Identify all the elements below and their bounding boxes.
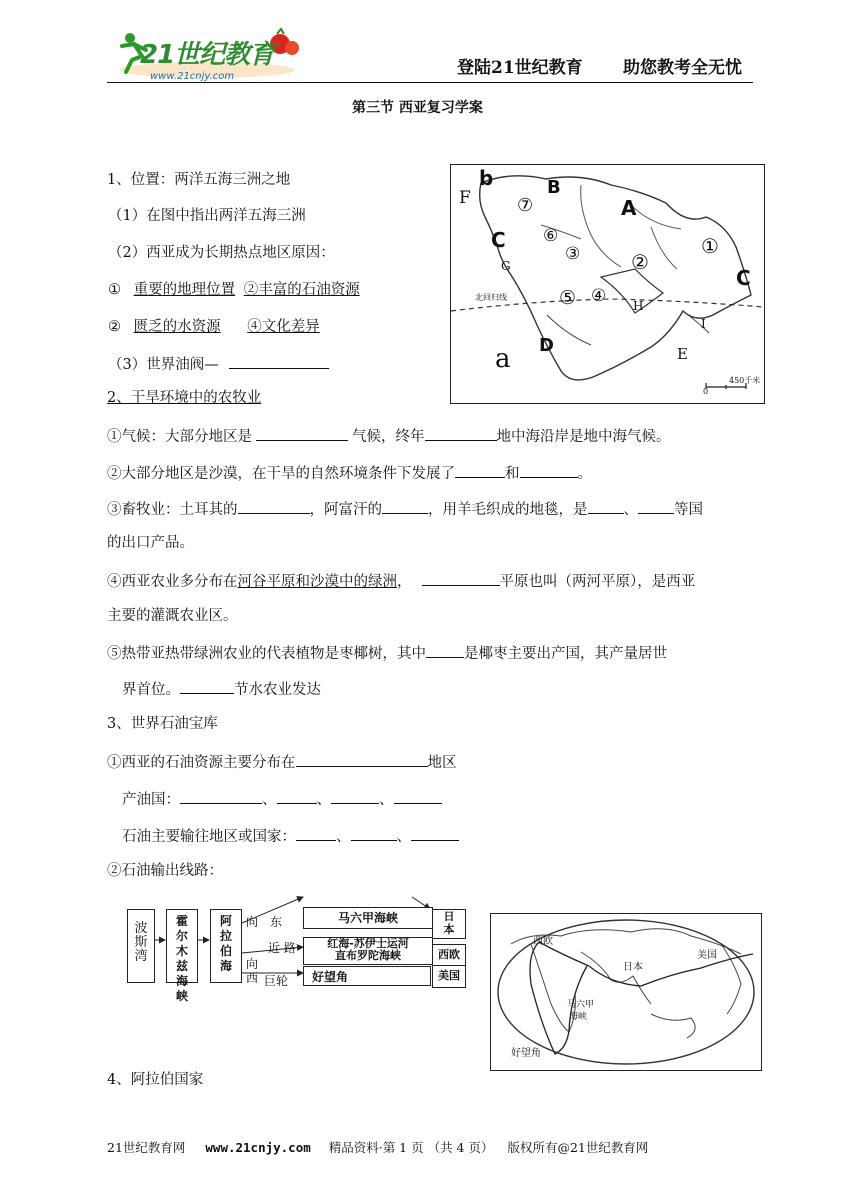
answer-blank xyxy=(296,752,428,767)
s2-line5: ⑤热带亚热带绿洲农业的代表植物是枣椰树，其中 是椰枣主要出产国，其产量居世 xyxy=(107,643,667,663)
map-label: b xyxy=(479,166,494,190)
flow-label-west: 西 xyxy=(246,971,259,985)
map-label: F xyxy=(459,188,471,208)
map-label: E xyxy=(677,345,688,363)
answer-blank xyxy=(426,643,464,658)
arabian-sea-box: 阿拉伯海 xyxy=(210,909,242,983)
s1-q3: （3）世界油阀— xyxy=(108,354,329,374)
answer-blank xyxy=(277,789,317,804)
answer-blank xyxy=(422,571,500,586)
answer-blank xyxy=(256,426,348,441)
s1-q1: （1）在图中指出两洋五海三洲 xyxy=(108,208,306,224)
map-label: ③ xyxy=(565,244,581,264)
answer-blank xyxy=(180,789,262,804)
slogan-left: 登陆21世纪教育 xyxy=(457,58,583,78)
japan-box: 日本 xyxy=(432,909,466,939)
flow-label-short: 近 路 xyxy=(268,941,296,955)
map2-us: 美国 xyxy=(697,950,717,961)
answer-blank xyxy=(455,463,505,478)
west-asia-map xyxy=(450,164,765,404)
s3-heading: 3、世界石油宝库 xyxy=(107,716,218,732)
flow-label-to: 向 xyxy=(246,957,259,971)
map-label: ④ xyxy=(591,286,607,306)
flow-label-tanker: 巨轮 xyxy=(264,974,289,988)
reason-water: 匮乏的水资源 xyxy=(133,319,221,335)
s1-heading: 1、位置：两洋五海三洲之地 xyxy=(107,172,291,188)
answer-blank xyxy=(588,499,624,514)
s3-line2: 产油国： 、 、 、 xyxy=(122,789,442,809)
map-label: ⑥ xyxy=(543,226,559,246)
europe-us-box: 西欧 美国 xyxy=(432,944,466,988)
s3-line4: ②石油输出线路： xyxy=(107,863,223,879)
map-label: A xyxy=(621,196,637,220)
s3-line3: 石油主要输往地区或国家： 、 、 xyxy=(122,826,459,846)
map-label: H xyxy=(633,299,644,313)
footer-url[interactable]: www.21cnjy.com xyxy=(205,1140,311,1155)
footer xyxy=(107,1139,648,1157)
s2-heading: 2、干旱环境中的农牧业 xyxy=(107,390,262,406)
s2-line5b: 界首位。 节水农业发达 xyxy=(122,679,321,699)
answer-blank xyxy=(296,826,336,841)
s1-reason-row1 xyxy=(108,281,360,299)
map2-cape: 好望角 xyxy=(511,1048,541,1059)
answer-blank xyxy=(520,463,578,478)
map-label: ① xyxy=(701,234,719,258)
persian-gulf-box: 波斯湾 xyxy=(127,909,155,983)
logo-text: 21世纪教育 xyxy=(140,40,275,70)
answer-blank xyxy=(382,499,428,514)
reason-num: ② xyxy=(108,319,121,335)
map-label: G xyxy=(501,259,511,273)
reason-culture: ④文化差异 xyxy=(247,319,320,335)
malacca-box: 马六甲海峡 xyxy=(303,907,433,929)
s4-heading: 4、阿拉伯国家 xyxy=(107,1072,204,1088)
s2-line4: ④西亚农业多分布在河谷平原和沙漠中的绿洲， 平原也叫（两河平原），是西亚 xyxy=(107,571,695,591)
hormuz-box: 霍尔木兹海峡 xyxy=(166,909,198,983)
map-label: a xyxy=(495,344,511,374)
answer-blank xyxy=(411,826,459,841)
header-rule xyxy=(107,82,753,83)
s2-line2: ②大部分地区是沙漠，在干旱的自然环境条件下发展了 和 。 xyxy=(107,463,592,483)
answer-blank xyxy=(638,499,674,514)
reason-location: 重要的地理位置 xyxy=(133,282,236,298)
reason-oil: ②丰富的石油资源 xyxy=(243,282,360,298)
map-label: C xyxy=(736,266,751,290)
map-label: ⑤ xyxy=(559,287,577,309)
map-label: ② xyxy=(631,250,649,274)
map2-japan: 日本 xyxy=(623,962,643,973)
map-label: D xyxy=(539,335,554,356)
scale-label: 450千米 xyxy=(729,376,761,385)
footer-site: 21世纪教育网 xyxy=(107,1140,186,1155)
map2-malacca-1: 马六甲 xyxy=(567,1000,595,1010)
answer-blank xyxy=(238,499,310,514)
map2-europe: 西欧 xyxy=(533,936,553,947)
answer-blank xyxy=(351,826,397,841)
footer-page: 精品资料·第 1 页 （共 4 页） xyxy=(328,1140,494,1155)
s2-line4b: 主要的灌溉农业区。 xyxy=(107,608,238,624)
s1-reason-row2 xyxy=(108,318,320,336)
map-label: I xyxy=(701,317,706,331)
map-label: ⑦ xyxy=(517,195,534,216)
footer-copyright: 版权所有@21世纪教育网 xyxy=(507,1140,649,1155)
answer-blank xyxy=(229,354,329,369)
flow-label-east: 向 东 xyxy=(246,915,283,929)
s3-line1: ①西亚的石油资源主要分布在 地区 xyxy=(107,752,457,772)
s1-q2: （2）西亚成为长期热点地区原因： xyxy=(108,245,335,261)
s2-line1: ①气候：大部分地区是 气候，终年 地中海沿岸是地中海气候。 xyxy=(107,426,671,446)
map2-malacca-2: 海峡 xyxy=(569,1012,588,1022)
answer-blank xyxy=(180,679,234,694)
answer-blank xyxy=(394,789,442,804)
tropic-label: 北回归线 xyxy=(475,293,507,302)
oil-route-world-map xyxy=(490,913,762,1071)
cape-box: 好望角 xyxy=(303,966,431,986)
scale-zero: 0 xyxy=(703,387,709,396)
slogan-right: 助您教考全无忧 xyxy=(623,58,742,78)
answer-blank xyxy=(331,789,379,804)
suez-box: 红海-苏伊士运河 直布罗陀海峡 xyxy=(303,937,433,965)
page-title: 第三节 西亚复习学案 xyxy=(352,100,483,116)
s2-line3: ③畜牧业：土耳其的 ，阿富汗的 ，用羊毛织成的地毯，是 、 等国 xyxy=(107,499,703,519)
map-label: C xyxy=(491,228,506,252)
s2-line3b: 的出口产品。 xyxy=(107,535,194,551)
logo-url: www.21cnjy.com xyxy=(150,71,235,82)
reason-num: ① xyxy=(108,282,121,298)
map-label: B xyxy=(547,177,561,198)
answer-blank xyxy=(425,426,497,441)
